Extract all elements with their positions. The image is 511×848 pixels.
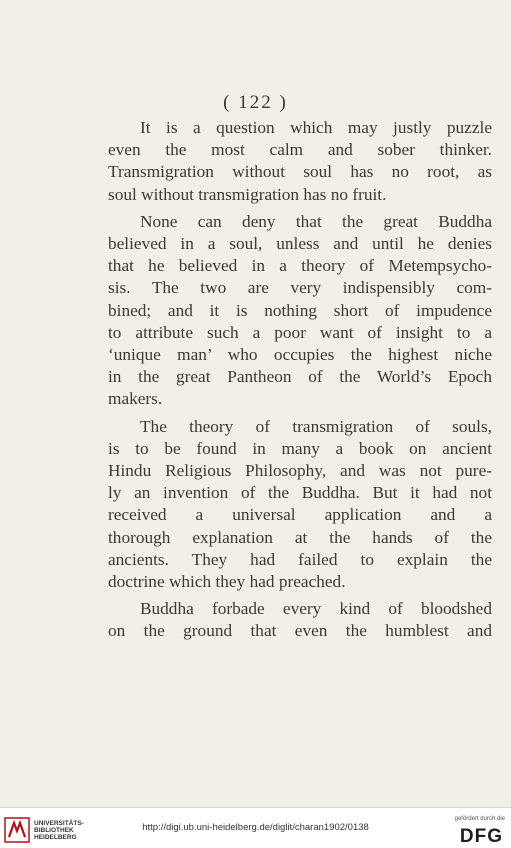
text-line: makers. [108,389,163,409]
text-line: to attribute such a poor want of insight to a [108,322,492,342]
page-number: ( 122 ) [223,92,288,113]
text-line: is to be found in many a book on ancient [108,438,492,458]
permalink-url[interactable]: http://digi.ub.uni-heidelberg.de/diglit/charan1902/0138 [142,822,369,833]
text-line: ly an invention of the Buddha. But it had not [108,483,492,503]
text-line: Transmigration without soul has no root, as [108,162,492,182]
text-line: ‘unique man’ who occupies the highest niche [108,345,492,365]
text-line: It is a question which may justly puzzle [140,118,492,137]
text-line: even the most calm and sober thinker. [108,140,492,160]
library-name: UNIVERSITÄTS- BIBLIOTHEK HEIDELBERG [34,820,84,841]
text-line: in the great Pantheon of the World’s Epoch [108,367,492,387]
text-line: bined; and it is nothing short of impudence [108,300,492,320]
text-line: Buddha forbade every kind of bloodshed [140,599,492,619]
body-text [108,117,492,643]
paragraph-4 [108,598,492,642]
text-line: None can deny that the great Buddha [140,211,492,231]
text-line: The theory of transmigration of souls, [140,416,492,436]
dfg-logo: DFG [459,826,503,847]
paragraph-2 [108,211,492,411]
text-line: that he believed in a theory of Metempsycho- [108,256,492,276]
viewer-footer [0,807,511,848]
text-line: soul without transmigration has no fruit. [108,184,387,204]
paragraph-1 [108,117,492,206]
text-line: Hindu Religious Philosophy, and was not pure- [108,461,492,481]
text-line: believed in a soul, unless and until he denies [108,234,492,254]
paragraph-3 [108,416,492,594]
text-line: on the ground that even the humblest and [108,621,492,641]
text-line: thorough explanation at the hands of the [108,527,492,547]
text-line: ancients. They had failed to explain the [108,549,492,569]
text-line: doctrine which they had preached. [108,572,346,592]
text-line: sis. The two are very indispensibly com- [108,278,492,298]
text-line: received a universal application and a [108,505,492,525]
funder-label: gefördert durch die [454,816,505,822]
